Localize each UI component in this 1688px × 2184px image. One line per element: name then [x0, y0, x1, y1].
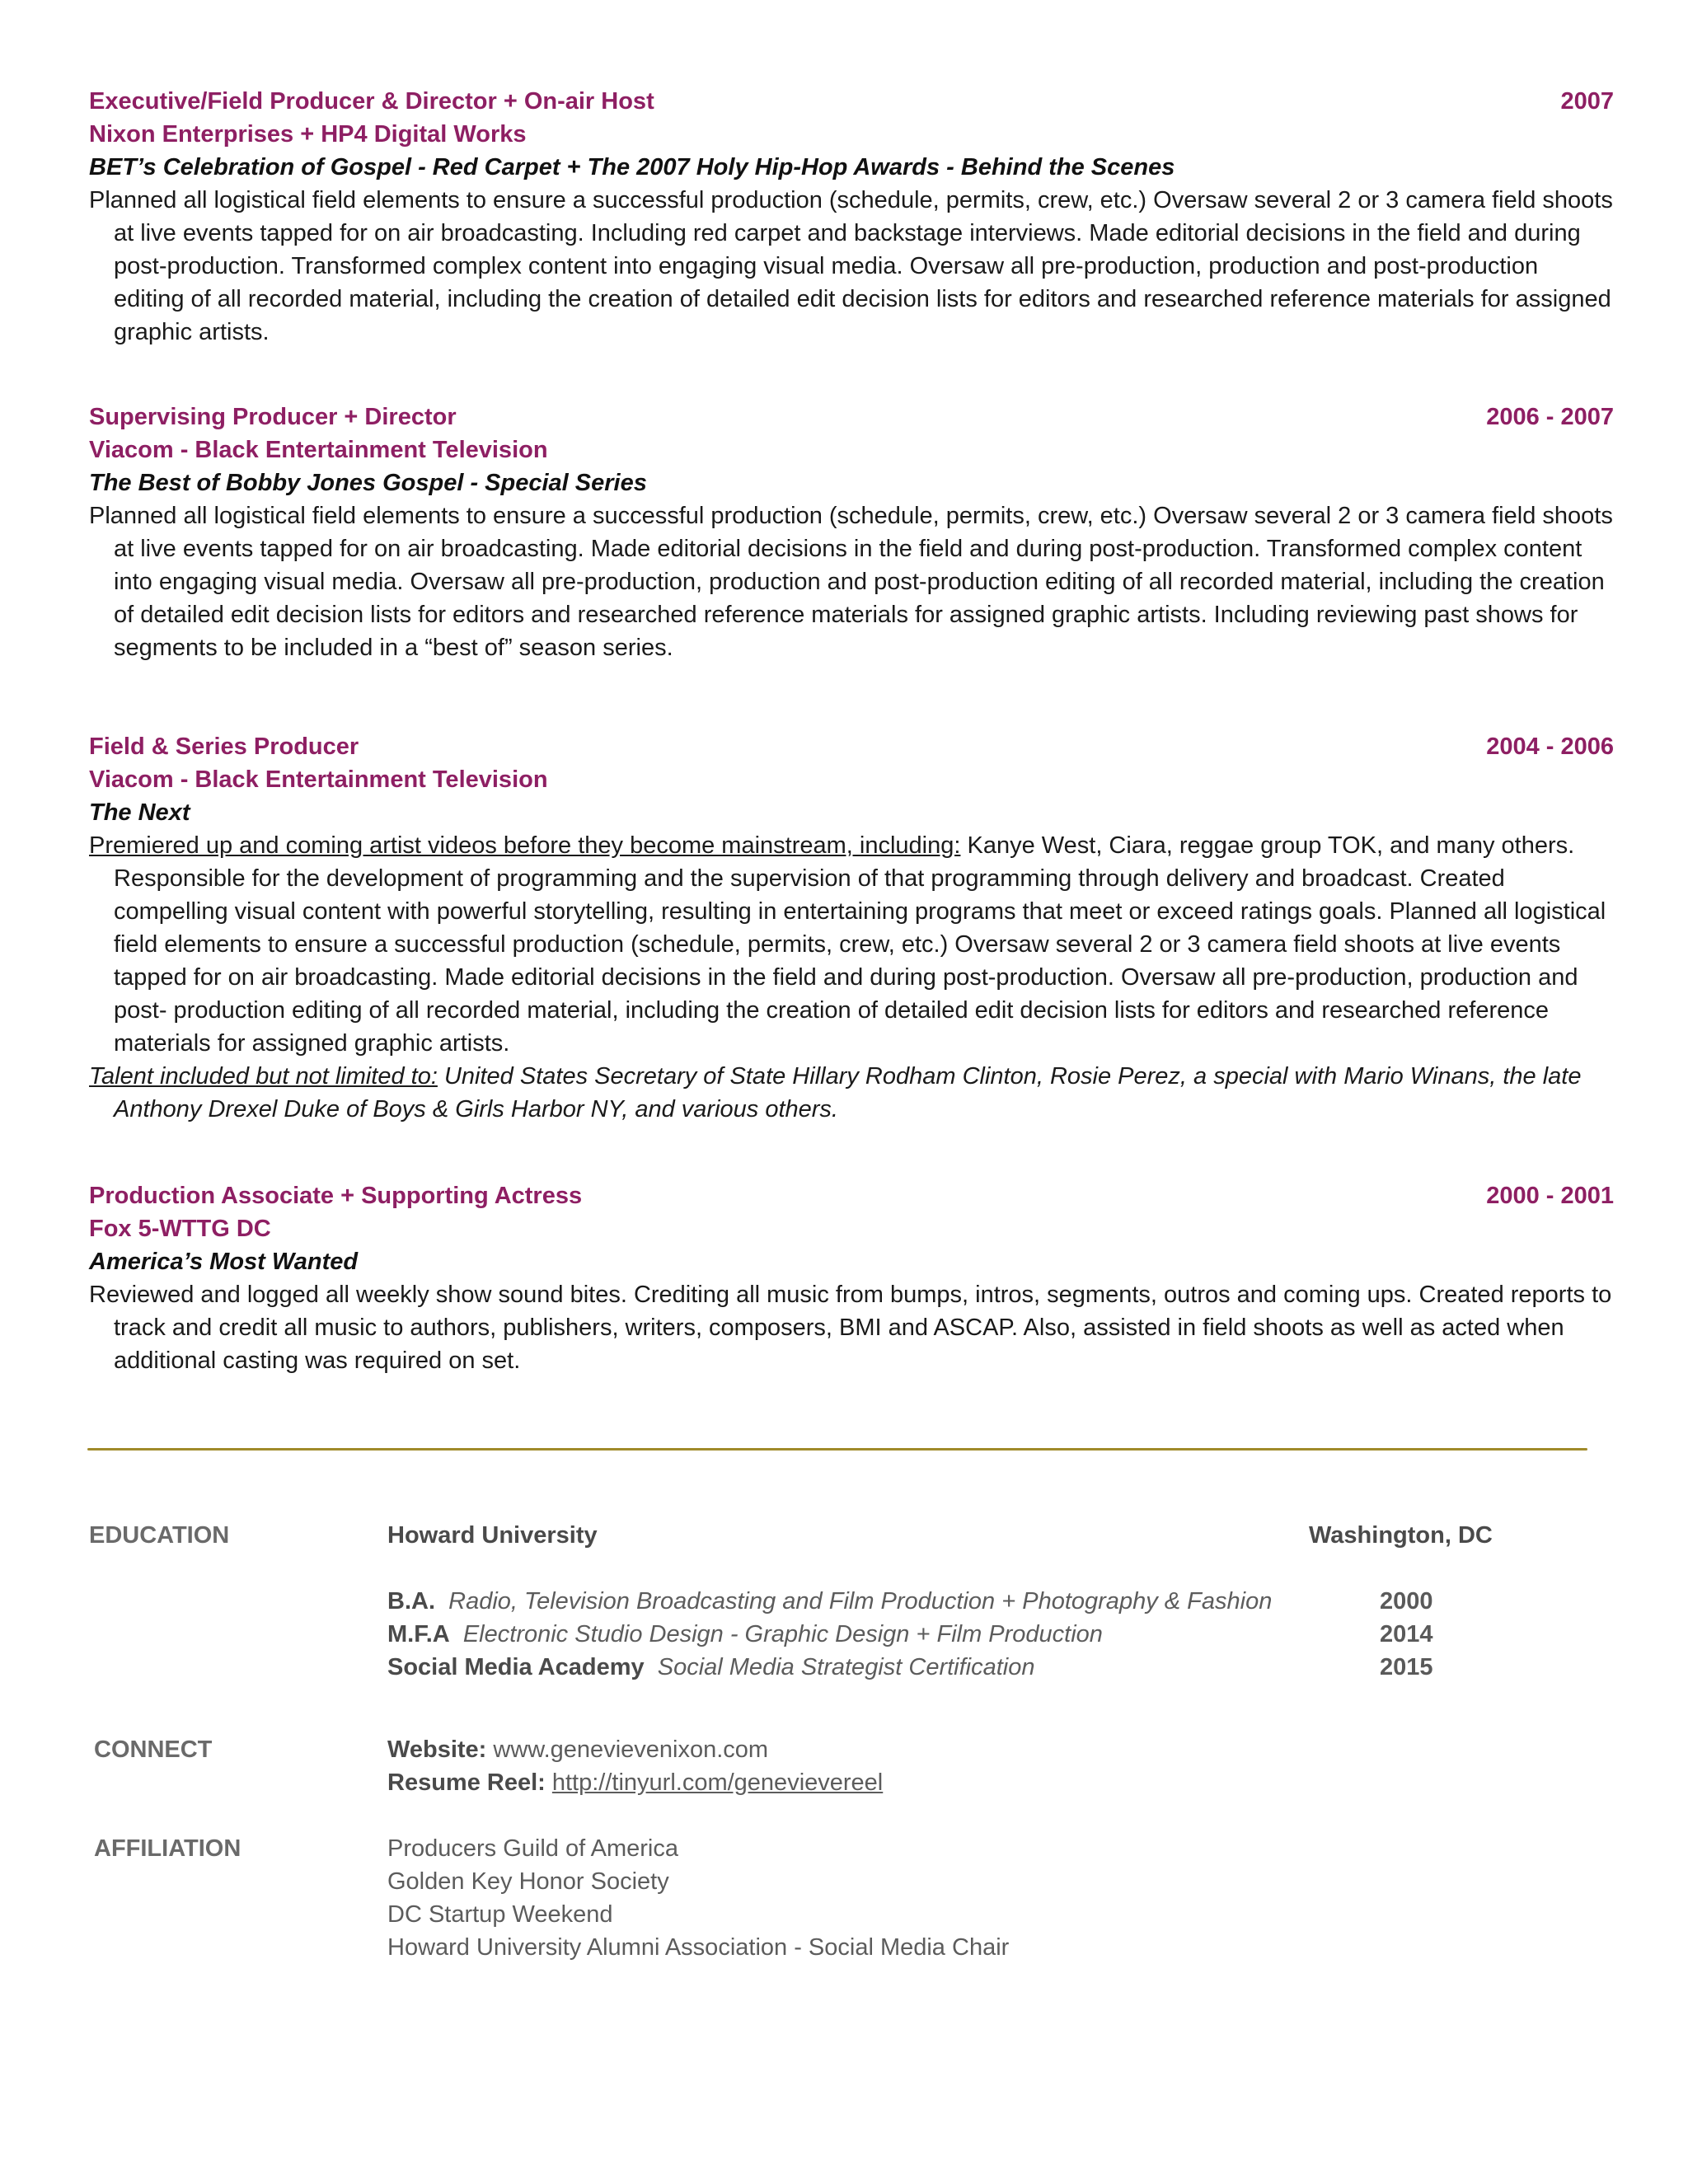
degree-name: M.F.A: [387, 1621, 450, 1647]
job-date: 2006 - 2007: [1486, 404, 1614, 430]
education-location: Washington, DC: [1309, 1522, 1493, 1549]
section-divider: [87, 1448, 1587, 1451]
job-date: 2007: [1560, 88, 1614, 115]
talent-text: United States Secretary of State Hillary Rodham Clinton, Rosie Perez, a special with Mario Winans, the late Anthony Drexel Duke of Boys & Girls Harbor NY, and various others.: [114, 1063, 1582, 1122]
job-show: BET’s Celebration of Gospel - Red Carpet + The 2007 Holy Hip-Hop Awards - Behind the Scenes: [89, 154, 1175, 180]
connect-label: CONNECT: [94, 1736, 213, 1763]
website-row: [387, 1733, 768, 1766]
job-show: The Next: [89, 799, 190, 826]
job-company: Nixon Enterprises + HP4 Digital Works: [89, 121, 527, 148]
website-label: Website:: [387, 1736, 487, 1763]
affiliation-item: Golden Key Honor Society: [387, 1868, 669, 1895]
education-label: EDUCATION: [89, 1522, 230, 1549]
job-description: Planned all logistical field elements to ensure a successful production (schedule, permits, crew, etc.) Oversaw several 2 or 3 camera field shoots at live events tapped for on air broadcasting. Made editorial decisions in the field and during post-production. Transformed complex content into engaging visual media. Oversaw all pre-production, production and post-production editing of all recorded material, including the creation of detailed edit decision lists for editors and researched reference materials for assigned graphic artists. Including reviewing past shows for segments to be included in a “best of” season series.: [89, 503, 1613, 661]
job-description: Reviewed and logged all weekly show sound bites. Crediting all music from bumps, intros, segments, outros and coming ups. Created reports to track and credit all music to authors, publishers, writers, composers, BMI and ASCAP. Also, assisted in field shoots as well as acted when additional casting was required on set.: [89, 1282, 1612, 1374]
job-title: Field & Series Producer: [89, 733, 359, 760]
degree-row: [387, 1585, 1272, 1618]
degree-year: 2000: [1380, 1588, 1433, 1615]
job-title: Supervising Producer + Director: [89, 404, 457, 430]
job-description: [89, 829, 1614, 1060]
job-title: Executive/Field Producer & Director + On-air Host: [89, 88, 654, 115]
job-entry: [89, 85, 1614, 349]
degree-row: [387, 1618, 1103, 1651]
affiliation-item: Producers Guild of America: [387, 1835, 678, 1862]
job-entry: [89, 730, 1614, 1126]
talent-label: Talent included but not limited to:: [89, 1063, 438, 1090]
job-entry: [89, 1179, 1614, 1377]
job-company: Fox 5-WTTG DC: [89, 1216, 271, 1242]
job-company: Viacom - Black Entertainment Television: [89, 766, 548, 793]
job-title: Production Associate + Supporting Actress: [89, 1183, 583, 1209]
degree-row: [387, 1651, 1035, 1684]
degree-name: Social Media Academy: [387, 1654, 645, 1680]
job-show: The Best of Bobby Jones Gospel - Special Series: [89, 470, 647, 496]
affiliation-item: Howard University Alumni Association - Social Media Chair: [387, 1934, 1010, 1961]
degree-field: Radio, Television Broadcasting and Film Production + Photography & Fashion: [448, 1588, 1273, 1615]
reel-row: [387, 1766, 883, 1799]
degree-year: 2014: [1380, 1621, 1433, 1647]
job-lead-underlined: Premiered up and coming artist videos before they become mainstream, including:: [89, 832, 961, 859]
job-talent: [89, 1060, 1614, 1126]
reel-label: Resume Reel:: [387, 1769, 546, 1796]
job-company: Viacom - Black Entertainment Television: [89, 437, 548, 463]
degree-field: Electronic Studio Design - Graphic Design + Film Production: [462, 1621, 1103, 1647]
website-value: www.genevievenixon.com: [493, 1736, 769, 1763]
education-school: Howard University: [387, 1522, 598, 1549]
job-show: America’s Most Wanted: [89, 1249, 359, 1275]
job-date: 2004 - 2006: [1486, 733, 1614, 760]
degree-field: Social Media Strategist Certification: [657, 1654, 1035, 1680]
job-date: 2000 - 2001: [1486, 1183, 1614, 1209]
affiliation-label: AFFILIATION: [94, 1835, 241, 1862]
reel-link[interactable]: http://tinyurl.com/genevievereel: [551, 1769, 884, 1796]
job-entry: [89, 401, 1614, 664]
job-description-text: Kanye West, Ciara, reggae group TOK, and many others. Responsible for the development of programming and the supervision of that programming through delivery and broadcast. Created compelling visual content with powerful storytelling, resulting in entertaining programs that meet or exceed ratings goals. Planned all logistical field elements to ensure a successful production (schedule, permits, crew, etc.) Oversaw several 2 or 3 camera field shoots at live events tapped for on air broadcasting. Made editorial decisions in the field and during post-production. Oversaw all pre-production, production and post- production editing of all recorded material, including the creation of detailed edit decision lists for editors and researched reference materials for assigned graphic artists.: [114, 832, 1606, 1057]
degree-name: B.A.: [387, 1588, 435, 1615]
job-description: Planned all logistical field elements to ensure a successful production (schedule, permits, crew, etc.) Oversaw several 2 or 3 camera field shoots at live events tapped for on air broadcasting. Including red carpet and backstage interviews. Made editorial decisions in the field and during post-production. Transformed complex content into engaging visual media. Oversaw all pre-production, production and post-production editing of all recorded material, including the creation of detailed edit decision lists for editors and researched reference materials for assigned graphic artists.: [89, 187, 1613, 345]
degree-year: 2015: [1380, 1654, 1433, 1680]
affiliation-item: DC Startup Weekend: [387, 1901, 613, 1928]
